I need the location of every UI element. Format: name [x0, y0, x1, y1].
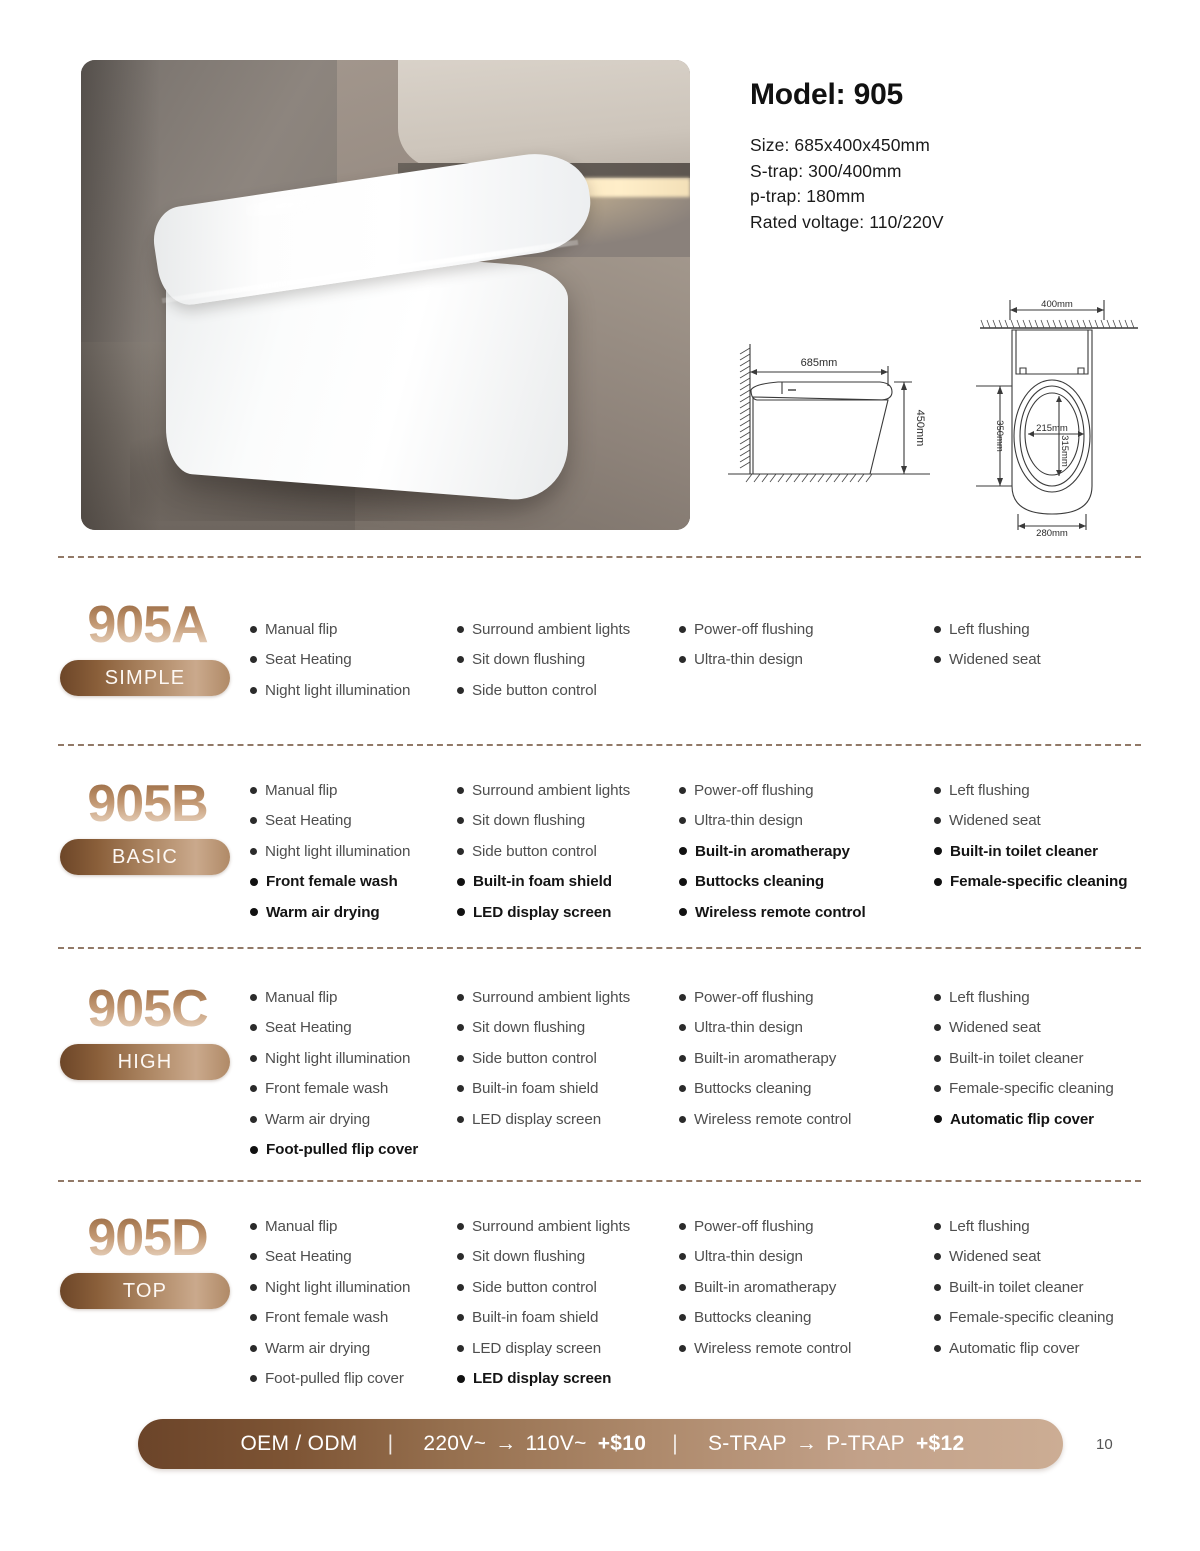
bullet-icon — [250, 1253, 257, 1260]
trap-from-label: S-TRAP — [708, 1432, 787, 1455]
feature-label: Built-in foam shield — [472, 1309, 599, 1327]
feature-empty — [934, 1135, 1160, 1166]
feature-item — [934, 1303, 1160, 1334]
feature-grid — [250, 1211, 1160, 1394]
feature-item — [457, 1303, 679, 1334]
feature-label: Left flushing — [949, 781, 1030, 799]
bullet-icon — [679, 1085, 686, 1092]
spec-p-trap: p-trap: 180mm — [750, 186, 866, 206]
feature-item — [250, 1333, 457, 1364]
bullet-icon — [679, 847, 687, 855]
bullet-icon — [679, 1223, 686, 1230]
feature-label: Built-in foam shield — [472, 1080, 599, 1098]
feature-item — [679, 1104, 934, 1135]
feature-label: Night light illumination — [265, 1049, 411, 1067]
feature-empty — [679, 675, 934, 706]
top-base-dimension: 280mm — [1036, 528, 1068, 536]
feature-item — [250, 836, 457, 867]
feature-item — [250, 1013, 457, 1044]
feature-item — [934, 1104, 1160, 1135]
bullet-icon — [679, 626, 686, 633]
feature-label: Wireless remote control — [695, 903, 866, 921]
feature-item — [457, 1043, 679, 1074]
divider-4 — [58, 1180, 1141, 1182]
feature-item — [679, 775, 934, 806]
feature-item — [934, 1242, 1160, 1273]
bullet-icon — [457, 1223, 464, 1230]
bullet-icon — [934, 1115, 942, 1123]
bullet-icon — [679, 1314, 686, 1321]
feature-label: Ultra-thin design — [694, 651, 803, 669]
bullet-icon — [679, 1284, 686, 1291]
feature-item — [457, 867, 679, 898]
bullet-icon — [457, 908, 465, 916]
bullet-icon — [457, 626, 464, 633]
bullet-icon — [934, 656, 941, 663]
oem-odm-label: OEM / ODM — [240, 1432, 358, 1455]
bullet-icon — [934, 1253, 941, 1260]
feature-label: Side button control — [472, 1278, 597, 1296]
spec-voltage: Rated voltage: 110/220V — [750, 211, 944, 232]
feature-item — [934, 775, 1160, 806]
trap-upcharge: +$12 — [915, 1432, 965, 1455]
top-inner-width-dimension: 215mm — [1036, 423, 1068, 434]
feature-item — [457, 806, 679, 837]
bullet-icon — [250, 656, 257, 663]
bullet-icon — [934, 878, 942, 886]
variant-label-905a — [60, 596, 235, 696]
specifications-block — [750, 78, 944, 235]
feature-item — [934, 867, 1160, 898]
tier-badge: TOP — [60, 1273, 230, 1309]
feature-label: Warm air drying — [265, 1339, 371, 1357]
feature-item — [250, 1043, 457, 1074]
bullet-icon — [250, 1055, 257, 1062]
variant-label-905c — [60, 980, 235, 1080]
product-header-section — [0, 0, 1200, 540]
bullet-icon — [457, 1345, 464, 1352]
bullet-icon — [250, 1223, 257, 1230]
product-photo — [81, 60, 690, 530]
bullet-icon — [679, 1024, 686, 1031]
feature-label: Night light illumination — [265, 681, 411, 699]
feature-label: Widened seat — [949, 651, 1041, 669]
voltage-arrow-icon: → — [495, 1432, 517, 1455]
bullet-icon — [934, 1055, 941, 1062]
tier-badge: SIMPLE — [60, 660, 230, 696]
feature-label: Ultra-thin design — [694, 1248, 803, 1266]
feature-label: Widened seat — [949, 812, 1041, 830]
feature-empty — [679, 1135, 934, 1166]
bullet-icon — [934, 1085, 941, 1092]
bullet-icon — [679, 656, 686, 663]
feature-label: Sit down flushing — [472, 1019, 586, 1037]
feature-label: Widened seat — [949, 1019, 1041, 1037]
feature-label: Power-off flushing — [694, 988, 814, 1006]
feature-label: Sit down flushing — [472, 1248, 586, 1266]
feature-empty — [457, 1135, 679, 1166]
feature-item — [679, 982, 934, 1013]
feature-item — [250, 1364, 457, 1395]
bullet-icon — [250, 848, 257, 855]
bullet-icon — [679, 1116, 686, 1123]
feature-label: Front female wash — [266, 873, 398, 891]
feature-label: Buttocks cleaning — [694, 1080, 812, 1098]
feature-item — [934, 836, 1160, 867]
model-name: 905C — [60, 980, 235, 1038]
bullet-icon — [250, 787, 257, 794]
feature-item — [250, 806, 457, 837]
footer-separator-2: | — [672, 1432, 678, 1455]
feature-label: Foot-pulled flip cover — [266, 1141, 419, 1159]
feature-label: Sit down flushing — [472, 651, 586, 669]
side-height-dimension: 450mm — [914, 409, 926, 447]
feature-item — [679, 614, 934, 645]
bullet-icon — [250, 994, 257, 1001]
feature-label: LED display screen — [473, 903, 612, 921]
feature-item — [457, 614, 679, 645]
feature-item — [250, 614, 457, 645]
feature-label: Side button control — [472, 1049, 597, 1067]
feature-label: Automatic flip cover — [949, 1339, 1080, 1357]
feature-label: Warm air drying — [266, 903, 380, 921]
feature-label: Left flushing — [949, 1217, 1030, 1235]
feature-empty — [934, 675, 1160, 706]
feature-label: Built-in aromatherapy — [694, 1278, 837, 1296]
feature-item — [250, 1135, 457, 1166]
spec-size: Size: 685x400x450mm — [750, 135, 930, 155]
feature-label: LED display screen — [473, 1370, 612, 1388]
page-title: Model: 905 — [750, 78, 904, 111]
feature-label: Female-specific cleaning — [950, 873, 1128, 891]
feature-item — [250, 1104, 457, 1135]
bullet-icon — [457, 994, 464, 1001]
feature-label: Manual flip — [265, 781, 338, 799]
page-number: 10 — [1096, 1436, 1113, 1453]
feature-item — [250, 867, 457, 898]
feature-item — [934, 1074, 1160, 1105]
feature-item — [457, 982, 679, 1013]
feature-item — [250, 1074, 457, 1105]
feature-label: Side button control — [472, 842, 597, 860]
bullet-icon — [457, 848, 464, 855]
feature-label: LED display screen — [472, 1339, 602, 1357]
feature-label: Foot-pulled flip cover — [265, 1370, 404, 1388]
bullet-icon — [250, 1116, 257, 1123]
feature-label: Seat Heating — [265, 651, 352, 669]
bullet-icon — [457, 1055, 464, 1062]
feature-label: Built-in toilet cleaner — [950, 842, 1098, 860]
feature-label: Manual flip — [265, 988, 338, 1006]
feature-item — [934, 806, 1160, 837]
bullet-icon — [934, 1345, 941, 1352]
tier-badge: BASIC — [60, 839, 230, 875]
bullet-icon — [250, 1085, 257, 1092]
feature-label: Manual flip — [265, 620, 338, 638]
bullet-icon — [679, 1253, 686, 1260]
bullet-icon — [679, 878, 687, 886]
feature-label: Power-off flushing — [694, 781, 814, 799]
footer-separator-1: | — [387, 1432, 394, 1455]
feature-item — [679, 806, 934, 837]
bullet-icon — [934, 1284, 941, 1291]
feature-item — [457, 1211, 679, 1242]
top-depth-dimension: 350mm — [994, 420, 1005, 452]
feature-item — [457, 1242, 679, 1273]
feature-item — [679, 1074, 934, 1105]
feature-label: Female-specific cleaning — [949, 1080, 1114, 1098]
feature-item — [457, 645, 679, 676]
feature-label: Automatic flip cover — [950, 1110, 1094, 1128]
oem-options-bar — [138, 1419, 1063, 1469]
bullet-icon — [457, 817, 464, 824]
feature-label: Wireless remote control — [694, 1110, 852, 1128]
feature-item — [457, 1104, 679, 1135]
bullet-icon — [934, 1223, 941, 1230]
bullet-icon — [934, 626, 941, 633]
feature-item — [457, 775, 679, 806]
feature-item — [457, 1074, 679, 1105]
feature-label: Built-in toilet cleaner — [949, 1278, 1084, 1296]
feature-label: Left flushing — [949, 620, 1030, 638]
divider-2 — [58, 744, 1141, 746]
model-name: 905B — [60, 775, 235, 833]
top-width-dimension: 400mm — [1041, 299, 1073, 310]
bullet-icon — [679, 787, 686, 794]
feature-label: Night light illumination — [265, 1278, 411, 1296]
feature-label: Buttocks cleaning — [694, 1309, 812, 1327]
feature-label: Front female wash — [265, 1309, 389, 1327]
feature-item — [679, 1211, 934, 1242]
bullet-icon — [457, 1284, 464, 1291]
feature-item — [250, 675, 457, 706]
feature-label: Built-in toilet cleaner — [949, 1049, 1084, 1067]
feature-label: Front female wash — [265, 1080, 389, 1098]
feature-label: LED display screen — [472, 1110, 602, 1128]
feature-label: Surround ambient lights — [472, 988, 631, 1006]
feature-empty — [934, 897, 1160, 928]
feature-item — [457, 897, 679, 928]
feature-item — [679, 1013, 934, 1044]
feature-label: Power-off flushing — [694, 620, 814, 638]
feature-label: Widened seat — [949, 1248, 1041, 1266]
bullet-icon — [679, 1345, 686, 1352]
feature-label: Surround ambient lights — [472, 1217, 631, 1235]
feature-label: Seat Heating — [265, 1019, 352, 1037]
feature-item — [679, 836, 934, 867]
bullet-icon — [934, 817, 941, 824]
feature-item — [679, 1242, 934, 1273]
photo-counter — [398, 60, 690, 168]
feature-item — [934, 1333, 1160, 1364]
bullet-icon — [457, 787, 464, 794]
bullet-icon — [457, 1314, 464, 1321]
feature-item — [934, 1013, 1160, 1044]
feature-label: Seat Heating — [265, 1248, 352, 1266]
feature-item — [250, 982, 457, 1013]
bullet-icon — [250, 1345, 257, 1352]
feature-empty — [934, 1364, 1160, 1395]
feature-label: Built-in foam shield — [473, 873, 612, 891]
feature-item — [934, 645, 1160, 676]
model-name: 905A — [60, 596, 235, 654]
bullet-icon — [679, 1055, 686, 1062]
divider-3 — [58, 947, 1141, 949]
feature-label: Female-specific cleaning — [949, 1309, 1114, 1327]
feature-label: Ultra-thin design — [694, 1019, 803, 1037]
feature-item — [679, 1043, 934, 1074]
bullet-icon — [457, 1024, 464, 1031]
bullet-icon — [934, 1314, 941, 1321]
feature-item — [679, 1333, 934, 1364]
variant-label-905d — [60, 1209, 235, 1309]
divider-1 — [58, 556, 1141, 558]
top-inner-depth-dimension: 315mm — [1059, 435, 1070, 467]
feature-label: Warm air drying — [265, 1110, 371, 1128]
feature-item — [679, 1272, 934, 1303]
feature-label: Left flushing — [949, 988, 1030, 1006]
model-name: 905D — [60, 1209, 235, 1267]
bullet-icon — [250, 908, 258, 916]
feature-item — [934, 1043, 1160, 1074]
feature-label: Sit down flushing — [472, 812, 586, 830]
feature-grid — [250, 982, 1160, 1165]
bullet-icon — [457, 1085, 464, 1092]
feature-label: Wireless remote control — [694, 1339, 852, 1357]
bullet-icon — [457, 656, 464, 663]
feature-label: Night light illumination — [265, 842, 411, 860]
feature-item — [250, 1272, 457, 1303]
trap-arrow-icon: → — [795, 1432, 818, 1455]
feature-item — [934, 1211, 1160, 1242]
feature-item — [250, 897, 457, 928]
feature-item — [457, 836, 679, 867]
feature-item — [250, 1211, 457, 1242]
bullet-icon — [457, 878, 465, 886]
side-elevation-drawing — [712, 282, 942, 507]
feature-label: Surround ambient lights — [472, 620, 631, 638]
bullet-icon — [250, 878, 258, 886]
feature-empty — [679, 1364, 934, 1395]
feature-item — [457, 675, 679, 706]
feature-label: Power-off flushing — [694, 1217, 814, 1235]
side-width-dimension: 685mm — [800, 357, 838, 369]
bullet-icon — [250, 1146, 258, 1154]
feature-item — [679, 645, 934, 676]
feature-item — [679, 897, 934, 928]
feature-item — [934, 614, 1160, 645]
feature-item — [457, 1272, 679, 1303]
voltage-from-label: 220V~ — [423, 1432, 487, 1455]
bullet-icon — [679, 994, 686, 1001]
feature-item — [250, 1242, 457, 1273]
feature-item — [679, 1303, 934, 1334]
bullet-icon — [250, 687, 257, 694]
feature-label: Built-in aromatherapy — [695, 842, 850, 860]
feature-label: Seat Heating — [265, 812, 352, 830]
bullet-icon — [250, 817, 257, 824]
bullet-icon — [934, 787, 941, 794]
top-view-drawing — [962, 286, 1142, 541]
bullet-icon — [457, 687, 464, 694]
bullet-icon — [934, 847, 942, 855]
bullet-icon — [457, 1375, 465, 1383]
feature-grid — [250, 614, 1160, 706]
feature-item — [679, 867, 934, 898]
trap-to-label: P-TRAP — [826, 1432, 905, 1455]
bullet-icon — [679, 908, 687, 916]
feature-item — [457, 1013, 679, 1044]
voltage-to-label: 110V~ — [525, 1432, 587, 1455]
feature-item — [934, 982, 1160, 1013]
variant-label-905b — [60, 775, 235, 875]
bullet-icon — [250, 1314, 257, 1321]
bullet-icon — [250, 1024, 257, 1031]
feature-label: Manual flip — [265, 1217, 338, 1235]
bullet-icon — [250, 1284, 257, 1291]
feature-label: Ultra-thin design — [694, 812, 803, 830]
feature-label: Buttocks cleaning — [695, 873, 825, 891]
tier-badge: HIGH — [60, 1044, 230, 1080]
bullet-icon — [457, 1116, 464, 1123]
feature-item — [934, 1272, 1160, 1303]
feature-label: Surround ambient lights — [472, 781, 631, 799]
bullet-icon — [457, 1253, 464, 1260]
bullet-icon — [250, 1375, 257, 1382]
feature-label: Built-in aromatherapy — [694, 1049, 837, 1067]
feature-label: Side button control — [472, 681, 597, 699]
feature-item — [457, 1364, 679, 1395]
feature-item — [250, 645, 457, 676]
bullet-icon — [250, 626, 257, 633]
feature-item — [250, 1303, 457, 1334]
spec-s-trap: S-trap: 300/400mm — [750, 160, 902, 181]
voltage-upcharge: +$10 — [597, 1432, 647, 1455]
feature-item — [250, 775, 457, 806]
bullet-icon — [679, 817, 686, 824]
bullet-icon — [934, 1024, 941, 1031]
bullet-icon — [934, 994, 941, 1001]
feature-grid — [250, 775, 1160, 928]
feature-item — [457, 1333, 679, 1364]
